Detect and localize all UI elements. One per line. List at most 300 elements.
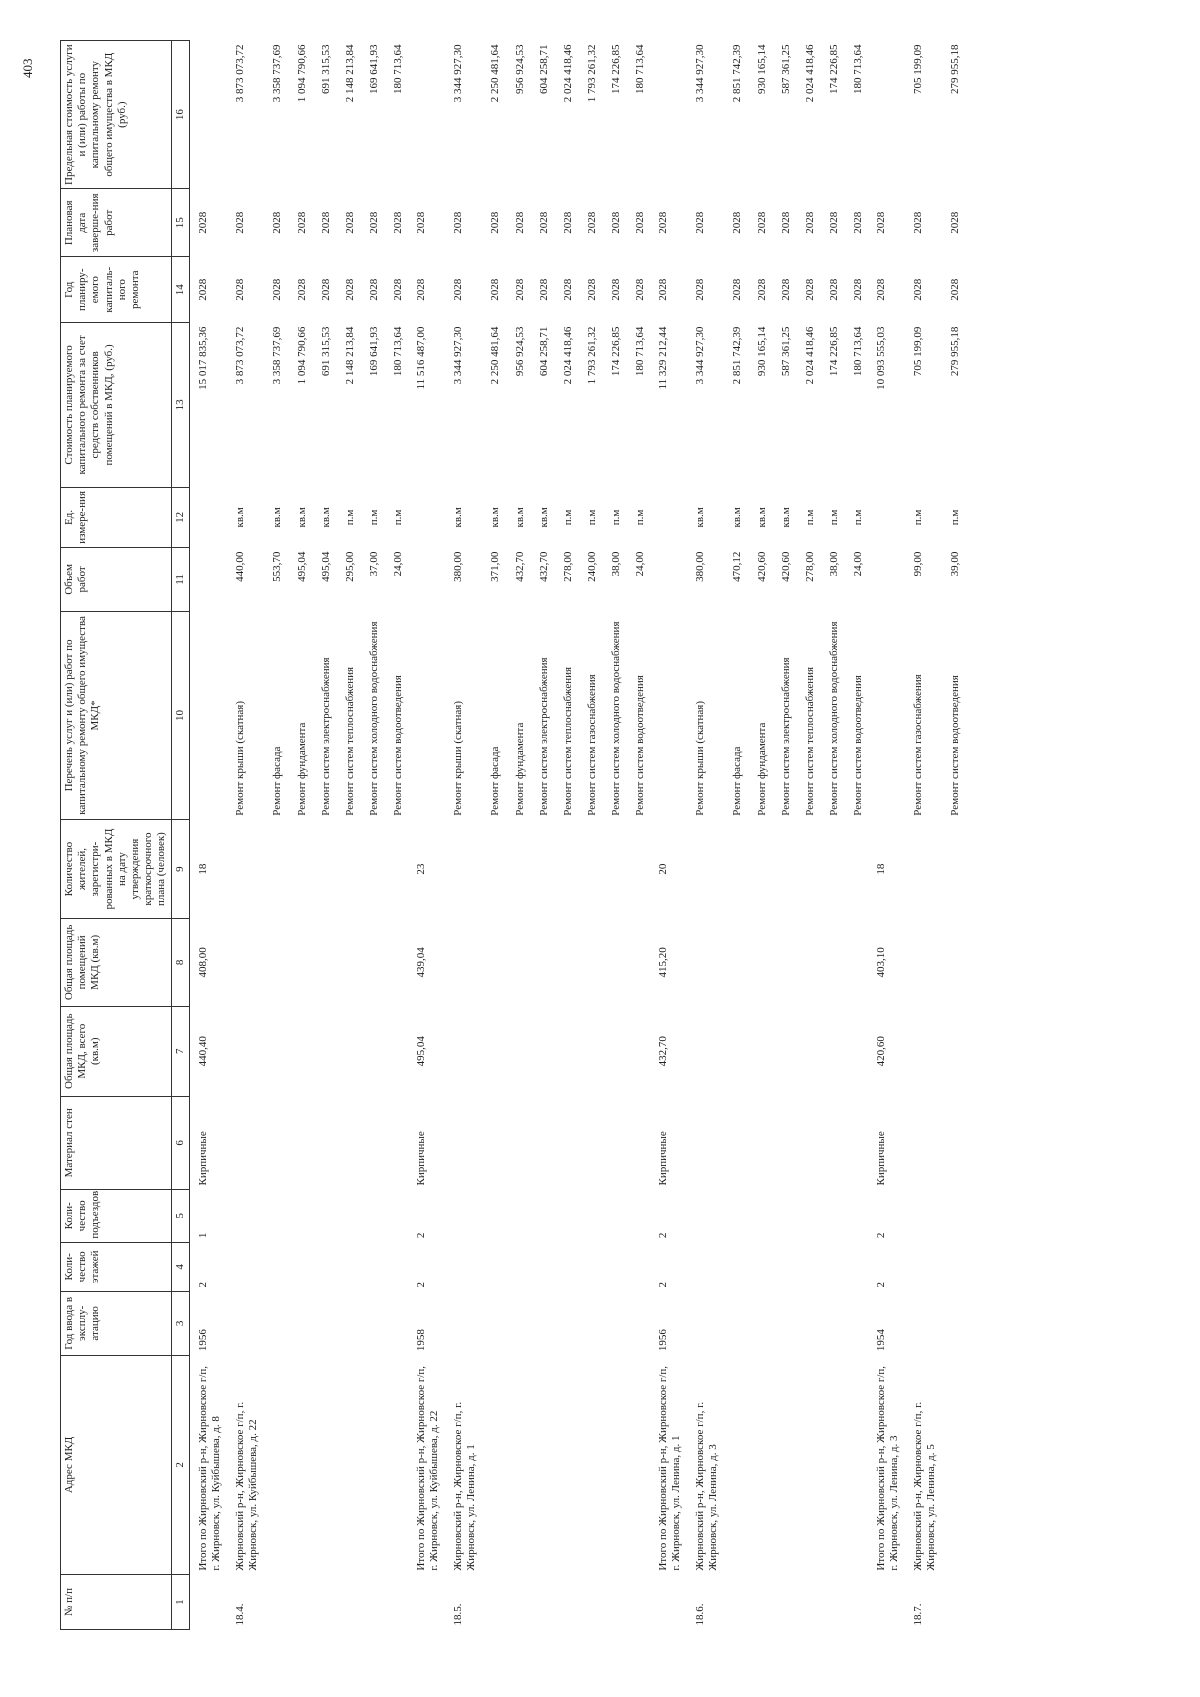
cost-cell: 604 258,71 <box>537 326 550 377</box>
total-area-cell <box>480 1006 504 1096</box>
column-header-9: Количество жителей, зарегистри-рованных в МКД на дату утверждения краткосрочного плана (человек) <box>61 820 172 919</box>
volume-cell: 295,00 <box>344 551 356 582</box>
work-row <box>685 41 722 1630</box>
address-cell: Жирновский р-н, Жирновское г/п, г. Жирновск, ул. Ленина, д. 3 <box>694 1401 720 1571</box>
residents-cell <box>262 820 286 919</box>
plan-year-cell: 2028 <box>196 278 209 301</box>
row-number <box>335 1575 359 1630</box>
repair-plan-table <box>60 40 964 1630</box>
page-number: 403 <box>20 58 35 78</box>
unit-cell: п.м <box>634 509 647 526</box>
column-number-2: 2 <box>171 1355 189 1574</box>
work-row <box>529 41 553 1630</box>
address-cell <box>553 1355 577 1574</box>
wall-material-cell <box>443 1096 480 1189</box>
column-number-12: 12 <box>171 487 189 547</box>
premises-area-cell <box>529 918 553 1006</box>
plan-date-cell: 2028 <box>368 211 381 234</box>
limit-cost-cell <box>408 41 443 189</box>
residents-cell <box>625 820 649 919</box>
wall-material-cell <box>771 1096 795 1189</box>
cost-cell: 1 793 261,32 <box>586 326 599 385</box>
floors-cell <box>383 1242 407 1291</box>
total-area-cell <box>262 1006 286 1096</box>
work-type-cell <box>189 611 225 820</box>
entrances-cell <box>311 1189 335 1242</box>
wall-material-cell: Кирпичные <box>196 1131 209 1186</box>
work-row <box>359 41 383 1630</box>
entrances-cell <box>359 1189 383 1242</box>
plan-date-cell: 2028 <box>874 211 887 234</box>
volume-cell: 432,70 <box>513 551 526 582</box>
year-cell <box>262 1292 286 1356</box>
year-cell: 1954 <box>874 1329 887 1352</box>
plan-year-cell: 2028 <box>779 278 792 301</box>
wall-material-cell <box>359 1096 383 1189</box>
address-cell <box>262 1355 286 1574</box>
limit-cost-cell: 3 358 737,69 <box>271 44 284 103</box>
cost-cell: 930 165,14 <box>755 326 768 377</box>
premises-area-cell <box>335 918 359 1006</box>
address-cell: Жирновский р-н, Жирновское г/п, г. Жирновск, ул. Ленина, д. 5 <box>911 1401 938 1571</box>
year-cell <box>843 1292 867 1356</box>
work-row <box>225 41 262 1630</box>
total-area-cell <box>383 1006 407 1096</box>
unit-cell: п.м <box>368 509 381 526</box>
volume-cell: 432,70 <box>537 551 550 582</box>
premises-area-cell: 408,00 <box>196 947 209 978</box>
address-cell <box>819 1355 843 1574</box>
floors-cell <box>771 1242 795 1291</box>
year-cell <box>383 1292 407 1356</box>
column-number-4: 4 <box>171 1242 189 1291</box>
row-number <box>287 1575 311 1630</box>
total-area-cell <box>311 1006 335 1096</box>
cost-cell: 180 713,64 <box>852 326 865 377</box>
plan-date-cell: 2028 <box>852 211 865 234</box>
work-type-cell: Ремонт систем водоотведения <box>392 675 405 816</box>
cost-cell: 180 713,64 <box>634 326 647 377</box>
limit-cost-cell: 705 199,09 <box>911 44 924 94</box>
column-header-3: Год ввода в эксплу-атацию <box>61 1292 172 1356</box>
limit-cost-cell: 1 094 790,66 <box>295 44 308 103</box>
address-cell <box>335 1355 359 1574</box>
plan-year-cell: 2028 <box>694 278 706 301</box>
address-cell <box>625 1355 649 1574</box>
column-header-10: Перечень услуг и (или) работ по капитальному ремонту общего имущества МКД* <box>61 611 172 820</box>
work-type-cell: Ремонт фасада <box>489 746 502 816</box>
premises-area-cell: 439,04 <box>414 947 427 978</box>
plan-date-cell: 2028 <box>949 211 962 234</box>
column-number-9: 9 <box>171 820 189 919</box>
floors-cell <box>443 1242 480 1291</box>
row-number <box>650 1575 685 1630</box>
limit-cost-cell: 279 955,18 <box>949 44 962 94</box>
plan-year-cell: 2028 <box>634 278 647 301</box>
limit-cost-cell: 2 148 213,84 <box>344 44 356 103</box>
wall-material-cell <box>940 1096 964 1189</box>
plan-year-cell: 2028 <box>561 278 574 301</box>
cost-cell: 1 094 790,66 <box>295 326 308 385</box>
cost-cell: 174 226,85 <box>610 326 623 377</box>
unit-cell: кв.м <box>755 507 768 528</box>
floors-cell <box>505 1242 529 1291</box>
premises-area-cell <box>685 918 722 1006</box>
limit-cost-cell: 180 713,64 <box>852 44 865 94</box>
residents-cell <box>311 820 335 919</box>
column-number-11: 11 <box>171 548 189 612</box>
limit-cost-cell: 169 641,93 <box>368 44 381 94</box>
column-header-7: Общая площадь МКД, всего (кв.м) <box>61 1006 172 1096</box>
row-number <box>359 1575 383 1630</box>
limit-cost-cell <box>868 41 903 189</box>
cost-cell: 2 851 742,39 <box>731 326 744 385</box>
plan-year-cell: 2028 <box>656 278 669 301</box>
premises-area-cell <box>553 918 577 1006</box>
total-area-cell <box>359 1006 383 1096</box>
table-header-row <box>61 41 172 1630</box>
premises-area-cell <box>819 918 843 1006</box>
plan-date-cell: 2028 <box>586 211 599 234</box>
volume-cell: 24,00 <box>634 551 647 577</box>
residents-cell: 18 <box>874 863 887 875</box>
work-row <box>819 41 843 1630</box>
unit-cell: кв.м <box>319 507 332 528</box>
premises-area-cell: 403,10 <box>874 947 887 978</box>
address-cell <box>722 1355 746 1574</box>
row-number <box>529 1575 553 1630</box>
volume-cell: 24,00 <box>852 551 865 577</box>
limit-cost-cell: 1 793 261,32 <box>586 44 599 103</box>
residents-cell <box>771 820 795 919</box>
wall-material-cell <box>903 1096 940 1189</box>
plan-date-cell: 2028 <box>755 211 768 234</box>
volume-cell <box>650 548 685 612</box>
floors-cell: 2 <box>656 1282 669 1288</box>
year-cell <box>335 1292 359 1356</box>
total-area-cell: 440,40 <box>196 1036 209 1067</box>
address-cell <box>771 1355 795 1574</box>
address-cell <box>795 1355 819 1574</box>
cost-cell: 11 516 487,00 <box>414 326 427 390</box>
floors-cell: 2 <box>414 1282 427 1288</box>
row-number <box>553 1575 577 1630</box>
work-row <box>480 41 504 1630</box>
limit-cost-cell: 3 873 073,72 <box>234 44 247 103</box>
total-area-cell <box>903 1006 940 1096</box>
work-type-cell: Ремонт систем газоснабжения <box>911 674 924 816</box>
residents-cell <box>287 820 311 919</box>
premises-area-cell <box>940 918 964 1006</box>
total-area-cell <box>287 1006 311 1096</box>
unit-cell: кв.м <box>513 507 526 528</box>
premises-area-cell <box>843 918 867 1006</box>
column-number-5: 5 <box>171 1189 189 1242</box>
unit-cell: п.м <box>344 509 356 526</box>
residents-cell <box>903 820 940 919</box>
premises-area-cell <box>747 918 771 1006</box>
volume-cell <box>868 548 903 612</box>
total-row <box>408 41 443 1630</box>
wall-material-cell <box>529 1096 553 1189</box>
floors-cell <box>577 1242 601 1291</box>
plan-year-cell: 2028 <box>295 278 308 301</box>
column-number-13: 13 <box>171 323 189 488</box>
plan-date-cell: 2028 <box>537 211 550 234</box>
work-type-cell <box>868 611 903 820</box>
limit-cost-cell: 587 361,25 <box>779 44 792 94</box>
total-area-cell <box>940 1006 964 1096</box>
floors-cell <box>262 1242 286 1291</box>
premises-area-cell <box>262 918 286 1006</box>
entrances-cell <box>795 1189 819 1242</box>
column-header-6: Материал стен <box>61 1096 172 1189</box>
premises-area-cell <box>287 918 311 1006</box>
floors-cell <box>601 1242 625 1291</box>
wall-material-cell <box>505 1096 529 1189</box>
volume-cell: 380,00 <box>694 551 706 582</box>
residents-cell <box>505 820 529 919</box>
work-row <box>383 41 407 1630</box>
floors-cell <box>625 1242 649 1291</box>
year-cell <box>747 1292 771 1356</box>
cost-cell: 587 361,25 <box>779 326 792 377</box>
entrances-cell <box>383 1189 407 1242</box>
row-number <box>819 1575 843 1630</box>
row-number <box>601 1575 625 1630</box>
plan-date-cell: 2028 <box>234 211 247 234</box>
column-header-15: Плановая дата заверше-ния работ <box>61 189 172 257</box>
work-row <box>940 41 964 1630</box>
residents-cell <box>359 820 383 919</box>
unit-cell: п.м <box>828 509 841 526</box>
limit-cost-cell <box>650 41 685 189</box>
year-cell <box>601 1292 625 1356</box>
work-row <box>843 41 867 1630</box>
plan-year-cell: 2028 <box>755 278 768 301</box>
cost-cell: 2 148 213,84 <box>344 326 356 385</box>
limit-cost-cell: 2 024 418,46 <box>561 44 574 103</box>
residents-cell <box>443 820 480 919</box>
work-type-cell: Ремонт фундамента <box>295 722 308 816</box>
entrances-cell <box>843 1189 867 1242</box>
volume-cell: 420,60 <box>779 551 792 582</box>
row-number <box>843 1575 867 1630</box>
wall-material-cell <box>262 1096 286 1189</box>
plan-year-cell: 2028 <box>319 278 332 301</box>
cost-cell: 169 641,93 <box>368 326 381 377</box>
address-cell <box>529 1355 553 1574</box>
row-number <box>771 1575 795 1630</box>
wall-material-cell <box>553 1096 577 1189</box>
work-row <box>577 41 601 1630</box>
work-row <box>287 41 311 1630</box>
year-cell <box>480 1292 504 1356</box>
work-type-cell: Ремонт систем электроснабжения <box>779 657 792 816</box>
unit-cell: п.м <box>911 509 924 526</box>
year-cell <box>553 1292 577 1356</box>
column-number-8: 8 <box>171 918 189 1006</box>
plan-date-cell: 2028 <box>392 211 405 234</box>
work-type-cell: Ремонт крыши (скатная) <box>234 700 247 816</box>
row-number: 18.5. <box>451 1603 464 1626</box>
total-area-cell <box>771 1006 795 1096</box>
residents-cell <box>480 820 504 919</box>
year-cell: 1956 <box>656 1329 669 1352</box>
floors-cell: 2 <box>196 1282 209 1288</box>
year-cell <box>287 1292 311 1356</box>
premises-area-cell <box>225 918 262 1006</box>
column-number-1: 1 <box>171 1575 189 1630</box>
plan-year-cell: 2028 <box>234 278 247 301</box>
entrances-cell <box>443 1189 480 1242</box>
entrances-cell <box>625 1189 649 1242</box>
row-number: 18.6. <box>694 1603 706 1626</box>
unit-cell: кв.м <box>234 507 247 528</box>
work-type-cell: Ремонт систем водоотведения <box>949 675 962 816</box>
address-cell <box>577 1355 601 1574</box>
residents-cell <box>722 820 746 919</box>
unit-cell: кв.м <box>295 507 308 528</box>
floors-cell <box>903 1242 940 1291</box>
wall-material-cell <box>287 1096 311 1189</box>
wall-material-cell <box>577 1096 601 1189</box>
year-cell: 1958 <box>414 1329 427 1352</box>
limit-cost-cell: 604 258,71 <box>537 44 550 94</box>
residents-cell: 23 <box>414 863 427 875</box>
row-number <box>189 1575 225 1630</box>
entrances-cell <box>553 1189 577 1242</box>
unit-cell <box>189 487 225 547</box>
plan-date-cell: 2028 <box>634 211 647 234</box>
limit-cost-cell <box>189 41 225 189</box>
plan-year-cell: 2028 <box>731 278 744 301</box>
unit-cell <box>408 487 443 547</box>
address-cell <box>505 1355 529 1574</box>
plan-year-cell: 2028 <box>368 278 381 301</box>
volume-cell <box>189 548 225 612</box>
total-row <box>868 41 903 1630</box>
plan-year-cell: 2028 <box>586 278 599 301</box>
entrances-cell <box>722 1189 746 1242</box>
row-number <box>577 1575 601 1630</box>
entrances-cell <box>771 1189 795 1242</box>
cost-cell: 2 250 481,64 <box>489 326 502 385</box>
column-number-14: 14 <box>171 257 189 323</box>
entrances-cell <box>903 1189 940 1242</box>
entrances-cell <box>505 1189 529 1242</box>
floors-cell <box>311 1242 335 1291</box>
premises-area-cell <box>480 918 504 1006</box>
premises-area-cell <box>722 918 746 1006</box>
cost-cell: 3 344 927,30 <box>694 326 706 385</box>
limit-cost-cell: 930 165,14 <box>755 44 768 94</box>
year-cell <box>359 1292 383 1356</box>
work-row <box>601 41 625 1630</box>
wall-material-cell <box>480 1096 504 1189</box>
column-number-15: 15 <box>171 189 189 257</box>
work-type-cell: Ремонт систем электроснабжения <box>537 657 550 816</box>
address-cell <box>287 1355 311 1574</box>
volume-cell <box>408 548 443 612</box>
unit-cell: п.м <box>586 509 599 526</box>
entrances-cell <box>225 1189 262 1242</box>
work-type-cell: Ремонт крыши (скатная) <box>694 700 706 816</box>
volume-cell: 380,00 <box>451 551 464 582</box>
volume-cell: 278,00 <box>803 551 816 582</box>
entrances-cell <box>529 1189 553 1242</box>
plan-date-cell: 2028 <box>610 211 623 234</box>
entrances-cell: 2 <box>656 1232 669 1239</box>
entrances-cell <box>480 1189 504 1242</box>
floors-cell <box>722 1242 746 1291</box>
total-area-cell <box>443 1006 480 1096</box>
floors-cell <box>685 1242 722 1291</box>
column-header-16: Предельная стоимость услуги и (или) работы по капитальному ремонту общего имущества в МКД (руб.) <box>61 41 172 189</box>
entrances-cell <box>747 1189 771 1242</box>
plan-date-cell: 2028 <box>489 211 502 234</box>
total-area-cell: 495,04 <box>414 1036 427 1067</box>
work-row <box>505 41 529 1630</box>
year-cell <box>795 1292 819 1356</box>
row-number <box>383 1575 407 1630</box>
plan-year-cell: 2028 <box>344 278 356 301</box>
work-type-cell <box>408 611 443 820</box>
entrances-cell: 1 <box>196 1232 209 1239</box>
cost-cell: 3 344 927,30 <box>451 326 464 385</box>
unit-cell: кв.м <box>694 507 706 528</box>
limit-cost-cell: 3 344 927,30 <box>451 44 464 103</box>
premises-area-cell: 415,20 <box>656 947 669 978</box>
work-type-cell: Ремонт фасада <box>271 746 284 816</box>
year-cell: 1956 <box>196 1329 209 1352</box>
wall-material-cell <box>601 1096 625 1189</box>
residents-cell <box>685 820 722 919</box>
wall-material-cell <box>383 1096 407 1189</box>
total-area-cell <box>795 1006 819 1096</box>
year-cell <box>685 1292 722 1356</box>
floors-cell <box>553 1242 577 1291</box>
address-cell <box>311 1355 335 1574</box>
limit-cost-cell: 2 250 481,64 <box>489 44 502 103</box>
volume-cell: 495,04 <box>295 551 308 582</box>
year-cell <box>577 1292 601 1356</box>
entrances-cell <box>940 1189 964 1242</box>
total-area-cell <box>553 1006 577 1096</box>
plan-date-cell: 2028 <box>513 211 526 234</box>
year-cell <box>505 1292 529 1356</box>
floors-cell <box>480 1242 504 1291</box>
volume-cell: 420,60 <box>755 551 768 582</box>
total-area-cell <box>601 1006 625 1096</box>
premises-area-cell <box>311 918 335 1006</box>
premises-area-cell <box>505 918 529 1006</box>
column-header-13: Стоимость планируемого капитального ремонта за счет средств собственников помещений в МКД, (руб.) <box>61 323 172 488</box>
address-cell: Итого по Жирновский р-н, Жирновское г/п, г. Жирновск, ул. Куйбышева, д. 8 <box>196 1365 222 1571</box>
total-area-cell <box>843 1006 867 1096</box>
row-number <box>795 1575 819 1630</box>
work-type-cell: Ремонт систем холодного водоснабжения <box>828 621 841 816</box>
residents-cell <box>383 820 407 919</box>
row-number: 18.7. <box>911 1603 924 1626</box>
unit-cell: п.м <box>392 509 405 526</box>
plan-year-cell: 2028 <box>610 278 623 301</box>
address-cell <box>383 1355 407 1574</box>
plan-year-cell: 2028 <box>513 278 526 301</box>
plan-date-cell: 2028 <box>694 211 706 234</box>
floors-cell <box>747 1242 771 1291</box>
work-row <box>311 41 335 1630</box>
